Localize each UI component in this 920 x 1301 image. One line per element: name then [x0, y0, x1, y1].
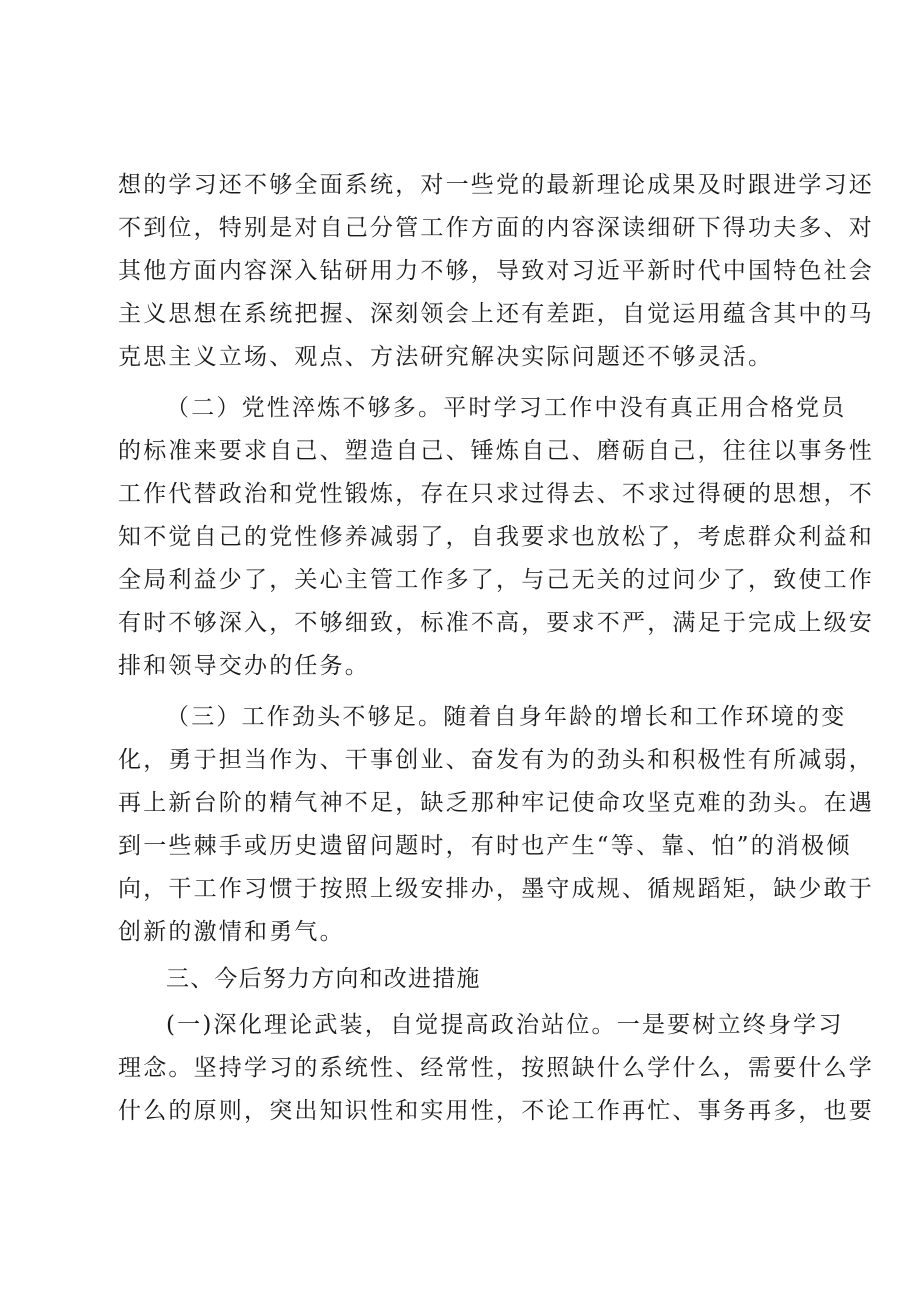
paragraph-line: 想的学习还不够全面系统，对一些党的最新理论成果及时跟进学习还: [118, 172, 874, 198]
section-heading-3: （三）工作劲头不够足。随着自身年龄的增长和工作环境的变: [166, 704, 847, 730]
paragraph-line: 不到位，特别是对自己分管工作方面的内容深读细研下得功夫多、对: [118, 215, 874, 241]
paragraph-line: 的标准来要求自己、塑造自己、锤炼自己、磨砺自己，往往以事务性: [118, 438, 874, 464]
subsection-heading-1: (一)深化理论武装，自觉提高政治站位。一是要树立终身学习: [166, 1012, 844, 1038]
paragraph-line: 有时不够深入，不够细致，标准不高，要求不严，满足于完成上级安: [118, 610, 874, 636]
paragraph-line: 再上新台阶的精气神不足，缺乏那种牢记使命攻坚克难的劲头。在遇: [118, 790, 874, 816]
chapter-heading: 三、今后努力方向和改进措施: [166, 966, 481, 992]
section-heading-2: （二）党性淬炼不够多。平时学习工作中没有真正用合格党员: [166, 395, 847, 421]
paragraph-line: 什么的原则，突出知识性和实用性，不论工作再忙、事务再多，也要: [118, 1098, 874, 1124]
paragraph-line: 全局利益少了，关心主管工作多了，与己无关的过问少了，致使工作: [118, 567, 874, 593]
paragraph-line: 克思主义立场、观点、方法研究解决实际问题还不够灵活。: [118, 344, 774, 370]
paragraph-line: 工作代替政治和党性锻炼，存在只求过得去、不求过得硬的思想，不: [118, 481, 874, 507]
paragraph-line: 排和领导交办的任务。: [118, 653, 370, 679]
paragraph-line: 主义思想在系统把握、深刻领会上还有差距，自觉运用蕴含其中的马: [118, 301, 874, 327]
paragraph-line: 理念。坚持学习的系统性、经常性，按照缺什么学什么，需要什么学: [118, 1055, 874, 1081]
paragraph-line: 化，勇于担当作为、干事创业、奋发有为的劲头和积极性有所减弱，: [118, 747, 874, 773]
paragraph-line: 创新的激情和勇气。: [118, 919, 345, 945]
paragraph-line: 知不觉自己的党性修养减弱了，自我要求也放松了，考虑群众利益和: [118, 524, 874, 550]
paragraph-line: 其他方面内容深入钻研用力不够，导致对习近平新时代中国特色社会: [118, 258, 874, 284]
paragraph-line: 到一些棘手或历史遗留问题时，有时也产生“等、靠、怕”的消极倾: [118, 833, 852, 859]
paragraph-line: 向，干工作习惯于按照上级安排办，墨守成规、循规蹈矩，缺少敢于: [118, 876, 874, 902]
